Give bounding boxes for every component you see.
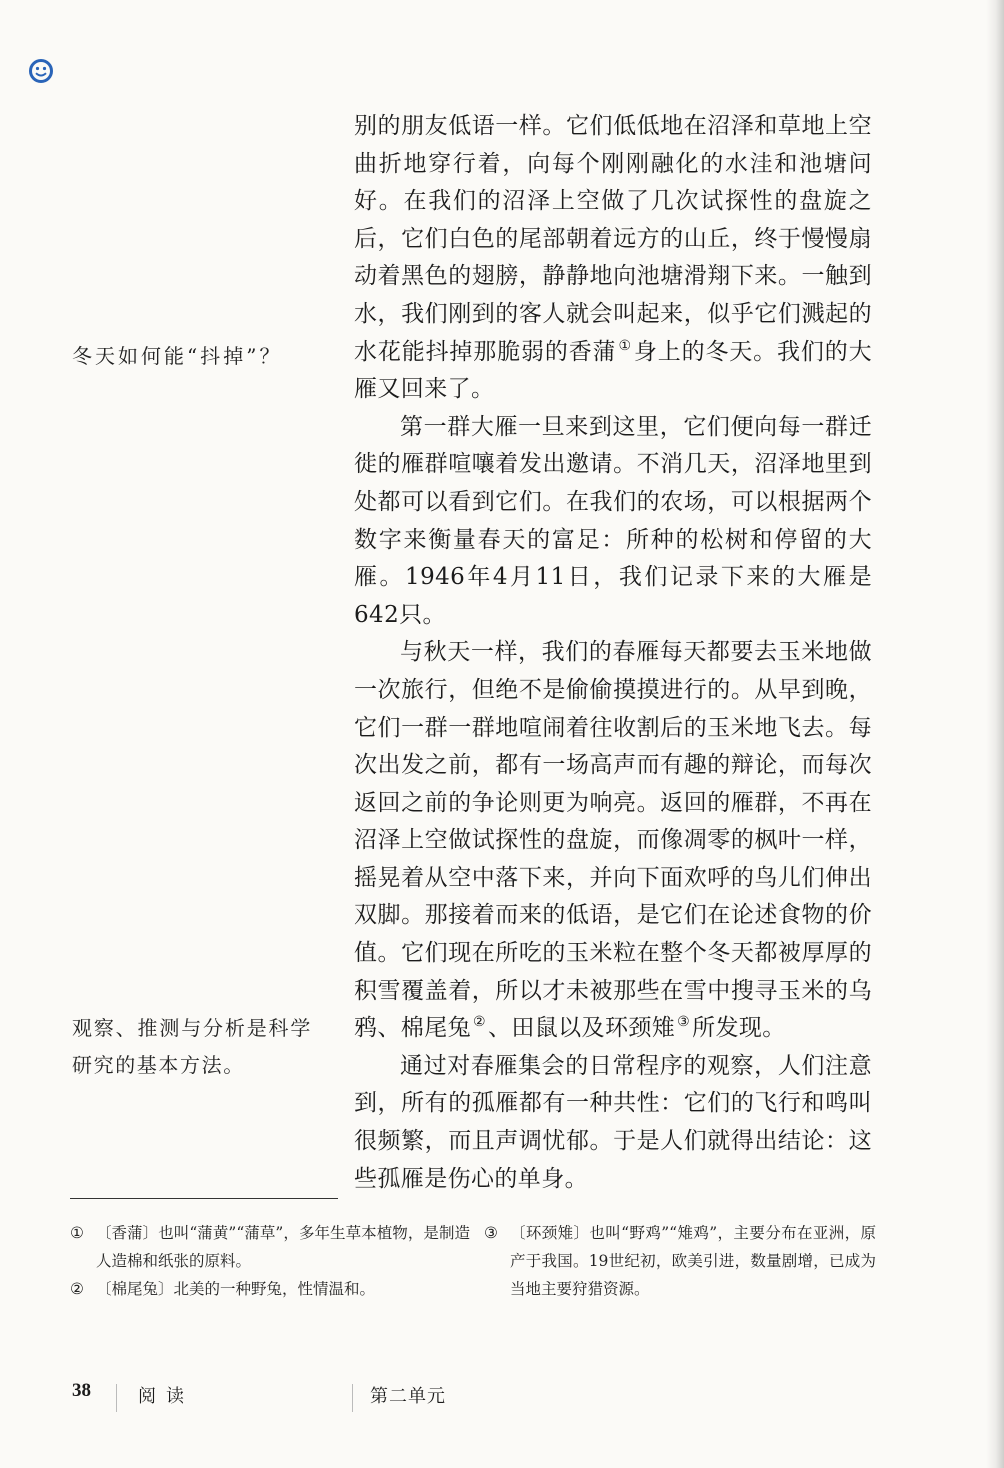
footer-divider-1 <box>116 1384 117 1412</box>
page-edge <box>986 0 1004 1468</box>
footnote-2-text: 〔棉尾兔〕北美的一种野兔，性情温和。 <box>96 1280 376 1298</box>
paragraph-1 <box>354 108 872 409</box>
margin-note-question: 冬天如何能“抖掉”？ <box>72 344 283 368</box>
paragraph-3-text-c: 所发现。 <box>692 1015 786 1042</box>
margin-note-method: 观察、推测与分析是科学研究的基本方法。 <box>72 1016 312 1077</box>
paragraph-1-text: 别的朋友低语一样。它们低低地在沼泽和草地上空曲折地穿行着，向每个刚刚融化的水洼和池塘问好。在我们的沼泽上空做了几次试探性的盘旋之后，它们白色的尾部朝着远方的山丘，终于慢慢扇动着黑色的翅膀，静静地向池塘滑翔下来。一触到水，我们刚到的客人就会叫起来，似乎它们溅起的水花能抖掉那脆弱的香蒲 <box>354 113 872 365</box>
footnote-1-text: 〔香蒲〕也叫“蒲黄”“蒲草”，多年生草本植物，是制造人造棉和纸张的原料。 <box>96 1224 470 1270</box>
footnote-3-text: 〔环颈雉〕也叫“野鸡”“雉鸡”，主要分布在亚洲，原产于我国。19世纪初，欧美引进，数量剧增，已成为当地主要狩猎资源。 <box>510 1224 876 1298</box>
footnote-ref-2[interactable]: ② <box>473 1014 486 1031</box>
footnotes-right-column <box>484 1219 876 1303</box>
page-footer <box>0 1378 1004 1418</box>
paragraph-2: 第一群大雁一旦来到这里，它们便向每一群迁徙的雁群喧嚷着发出邀请。不消几天，沼泽地里到处都可以看到它们。在我们的农场，可以根据两个数字来衡量春天的富足：所种的松树和停留的大雁。1946年4月11日，我们记录下来的大雁是642只。 <box>354 413 872 628</box>
footnote-ref-1[interactable]: ① <box>618 337 632 354</box>
paragraph-3-text-a: 与秋天一样，我们的春雁每天都要去玉米地做一次旅行，但绝不是偷偷摸摸进行的。从早到晚，它们一群一群地喧闹着往收割后的玉米地飞去。每次出发之前，都有一场高声而有趣的辩论，而每次返回之前的争论则更为响亮。返回的雁群，不再在沼泽上空做试探性的盘旋，而像凋零的枫叶一样，摇晃着从空中落下来，并向下面欢呼的鸟儿们伸出双脚。那接着而来的低语，是它们在论述食物的价值。它们现在所吃的玉米粒在整个冬天都被厚厚的积雪覆盖着，所以才未被那些在雪中搜寻玉米的乌鸦、棉尾兔 <box>354 639 872 1042</box>
paragraph-4: 通过对春雁集会的日常程序的观察，人们注意到，所有的孤雁都有一种共性：它们的飞行和鸣叫很频繁，而且声调忧郁。于是人们就得出结论：这些孤雁是伤心的单身。 <box>354 1052 872 1192</box>
page-number: 38 <box>72 1380 91 1401</box>
footnote-1 <box>70 1219 470 1275</box>
footnote-2 <box>70 1275 470 1303</box>
paragraph-3-text-b: 、田鼠以及环颈雉 <box>487 1015 676 1042</box>
footnote-1-number: ① <box>70 1224 84 1242</box>
footnote-3-number: ③ <box>484 1224 498 1242</box>
paragraph-1-tail: 身上的冬天。我们的大雁又回来了。 <box>354 338 873 403</box>
unit-label: 第二单元 <box>370 1386 446 1407</box>
footnote-ref-3[interactable]: ③ <box>677 1014 691 1031</box>
footnotes-left-column <box>70 1219 470 1303</box>
paragraph-3 <box>354 634 872 1048</box>
main-text <box>354 108 872 1198</box>
footer-divider-2 <box>352 1384 353 1412</box>
footnote-divider <box>70 1198 338 1199</box>
footnote-3 <box>484 1219 876 1303</box>
smiley-icon <box>28 58 54 84</box>
footnote-2-number: ② <box>70 1280 84 1298</box>
section-label: 阅读 <box>138 1386 194 1407</box>
